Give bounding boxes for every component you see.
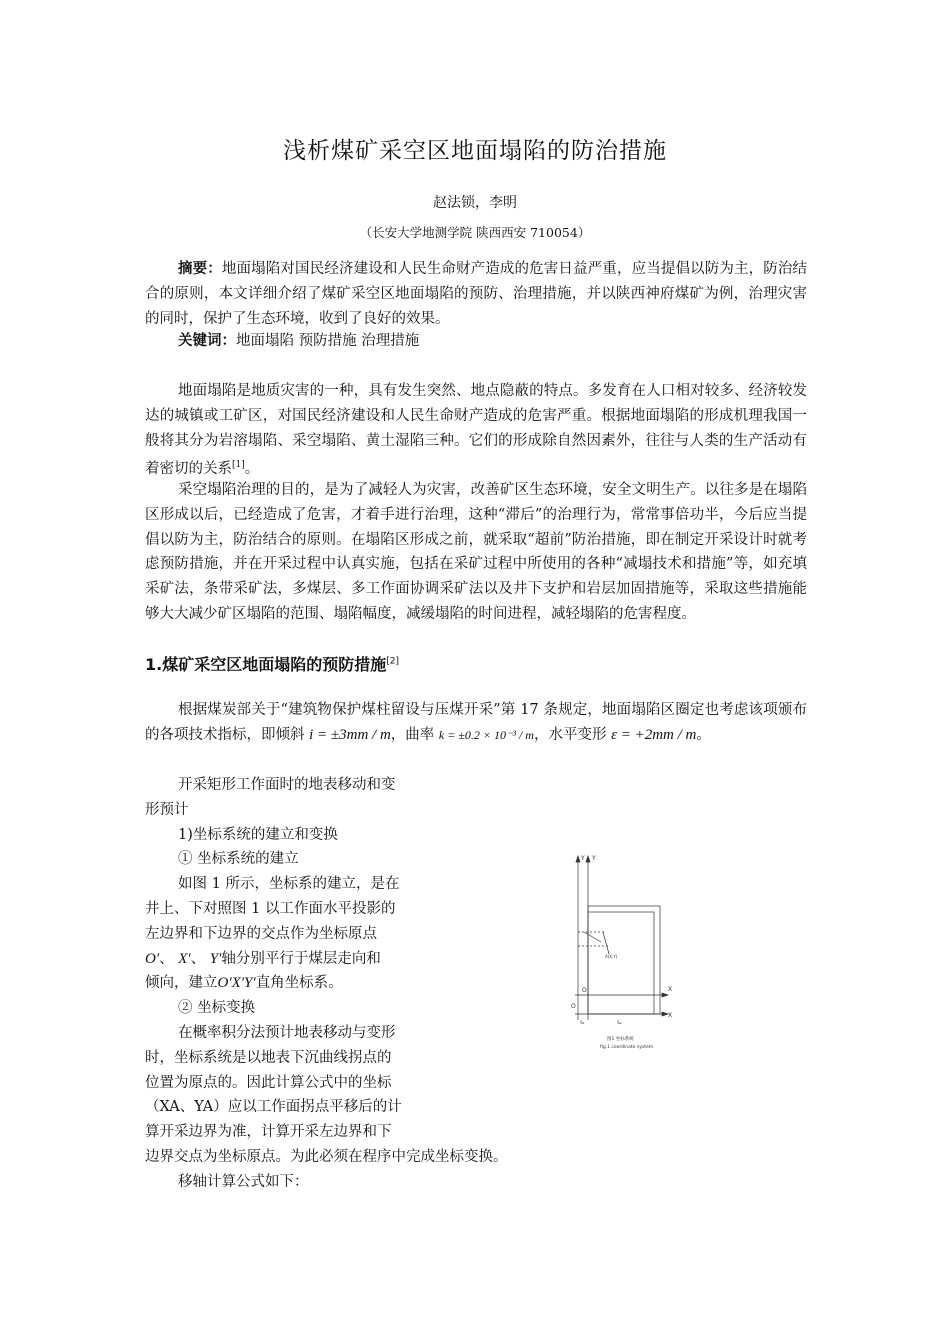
s1-p1-a: 根据煤炭部关于“建筑物保护煤柱留设与压煤开采”第 17 条规定，地面塌陷区圈定也考虑该项颁布的各项技术指标，即倾斜 [145, 702, 807, 743]
citation-2: [2] [386, 656, 399, 667]
sep-1: 、 [159, 950, 174, 967]
y-axis-symbol: Y′ [209, 950, 222, 967]
intro-p1-text: 地面塌陷是地质灾害的一种，具有发生突然、地点隐蔽的特点。多发育在人口相对较多、经济较发达的城镇或工矿区，对国民经济建设和人民生命财产造成的危害严重。根据地面塌陷的形成机理我国一般将其分为岩溶塌陷、采空塌陷、黄土湿陷三种。它们的形成除自然因素外，往往与人类的生产活动有着密切的关系 [145, 383, 807, 478]
s1-p4-line4: （XA、YA）应以工作面拐点平移后的计 [145, 1099, 402, 1116]
intro-paragraph-1 [145, 379, 807, 482]
figure-caption-cn: 图1 坐标系统 [607, 1037, 634, 1042]
s1-p3-line1: 如图 1 所示，坐标系的建立，是在 [178, 876, 400, 893]
intro-p1-end: 。 [244, 461, 260, 478]
abstract-text: 地面塌陷对国民经济建设和人民生命财产造成的危害日益严重，应当提倡以防为主，防治结合的原则，本文详细介绍了煤矿采空区地面塌陷的预防、治理措施，并以陕西神府煤矿为例，治理灾害的同时，保护了生态环境，收到了良好的效果。 [145, 261, 808, 327]
x-label-2: X [668, 1012, 673, 1019]
y-axis-arrow [576, 856, 580, 862]
strain-formula: ε = +2mm / m [611, 726, 697, 743]
abstract-label: 摘要： [178, 261, 222, 277]
y-label-2: Y [592, 855, 596, 862]
y-prime-axis-arrow [586, 856, 590, 862]
origin-label-2: O [571, 1003, 576, 1010]
s1-p1-b: ，曲率 [390, 726, 435, 743]
subsection-1-heading: 1)坐标系统的建立和变换 [178, 826, 338, 843]
subsection-1b-heading: ② 坐标变换 [178, 1000, 256, 1017]
origin-symbol: O′ [145, 950, 160, 967]
x-axis-arrow [662, 993, 668, 997]
s1-p5: 移轴计算公式如下： [178, 1173, 309, 1190]
y-label-1: Y [581, 855, 585, 862]
keywords-label: 关键词： [178, 333, 236, 349]
angle-ray [584, 932, 601, 942]
coordinate-system-symbol: O′X′Y′ [217, 975, 256, 992]
s1-p4-line2: 时，坐标系统是以地表下沉曲线拐点的 [145, 1049, 392, 1066]
s1-p1-c: ，水平变形 [533, 726, 607, 743]
s2-label: S₂ [617, 1021, 622, 1026]
s1-p3-line5-b: 直角坐标系。 [255, 975, 343, 992]
s1-p1-end: 。 [696, 726, 711, 743]
s1-p3-line2: 井上、下对照图 1 以工作面水平投影的 [145, 900, 396, 917]
paper-affiliation: （长安大学地测学院 陕西西安 710054） [359, 225, 591, 240]
mining-boundary-outline [588, 912, 654, 1014]
citation-1: [1] [232, 460, 245, 471]
s1-p4-line3: 位置为原点的。因此计算公式中的坐标 [145, 1074, 392, 1091]
s1-p3-line4-rest: 轴分别平行于煤层走向和 [221, 950, 381, 967]
point-label: A(X,Y) [605, 954, 618, 959]
s1-p4-line6: 边界交点为坐标原点。为此必须在程序中完成坐标变换。 [145, 1148, 508, 1165]
intro-paragraph-2 [145, 478, 807, 627]
section-1-heading [145, 652, 399, 675]
s1-p3-line4 [145, 947, 439, 972]
figure-caption-en: fig.1 coordinate system [600, 1045, 654, 1050]
section-1-paragraph-1 [145, 698, 807, 748]
section-1-left-column [145, 773, 508, 1195]
x-axis-symbol: X′ [178, 950, 191, 967]
point-vector [603, 932, 609, 954]
s1-p3-line3: 左边界和下边界的交点作为坐标原点 [145, 925, 377, 942]
s1-p2-line2: 形预计 [145, 801, 189, 818]
keywords-text: 地面塌陷 预防措施 治理措施 [236, 333, 420, 349]
paper-title: 浅析煤矿采空区地面塌陷的防治措施 [283, 138, 667, 164]
s1-p3-line5 [145, 971, 439, 996]
s1-label: S₁ [580, 1021, 585, 1026]
figure-1-coordinate-system [565, 848, 685, 1058]
origin-label-1: O [582, 987, 587, 994]
paper-authors: 赵法锁，李明 [433, 195, 517, 211]
s1-p2-line1: 开采矩形工作面时的地表移动和变 [178, 777, 396, 793]
x-label-1: X [668, 986, 673, 993]
intro-p2-text: 采空塌陷治理的目的，是为了减轻人为灾害，改善矿区生态环境，安全文明生产。以往多是在塌陷区形成以后，已经造成了危害，才着手进行治理，这种“滞后”的治理行为，常常事倍功半，今后应当提倡以防为主，防治结合的原则。在塌陷区形成之前，就采取“超前”防治措施，即在制定开采设计时就考虑预防措施，并在开采过程中认真实施，包括在采矿过程中所使用的各种“减塌技术和措施”等，如充填采矿法，条带采矿法，多煤层、多工作面协调采矿法以及井下支护和岩层加固措施等，采取这些措施能够大大减少矿区塌陷的范围、塌陷幅度，减缓塌陷的时间进程，减轻塌陷的危害程度。 [145, 482, 807, 622]
s1-p4-line1: 在概率积分法预计地表移动与变形 [178, 1024, 396, 1041]
s1-p4-line5: 算开采边界为准，计算开采左边界和下 [145, 1124, 392, 1141]
working-face-outline [588, 906, 660, 1014]
subsection-1a-heading: ① 坐标系统的建立 [178, 851, 299, 868]
keywords [145, 329, 807, 354]
sep-2: 、 [190, 950, 206, 967]
curvature-formula: k = ±0.2 × 10⁻³ / m [438, 727, 534, 742]
s1-p3-line5-a: 倾向，建立 [145, 975, 218, 992]
abstract [145, 257, 807, 331]
tilt-formula: i = ±3mm / m [309, 726, 391, 743]
section-1-heading-text: 1.煤矿采空区地面塌陷的预防措施 [145, 655, 387, 674]
